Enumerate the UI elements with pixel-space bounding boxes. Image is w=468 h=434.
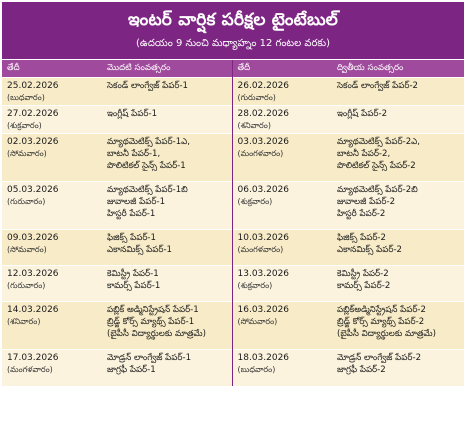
date-cell bbox=[2, 266, 102, 302]
paper-name: బ్రిడ్జ్ కోర్స్ మ్యాథ్స్ పేపర్-1 bbox=[107, 317, 195, 327]
paper-name: మోడ్రన్ లాంగ్వేజ్ పేపర్-2 bbox=[337, 353, 422, 363]
paper-name: కామర్స్ పేపర్-1 bbox=[107, 281, 161, 291]
papers-cell bbox=[102, 182, 232, 230]
date-cell bbox=[2, 78, 102, 106]
exam-date: 25.02.2026 bbox=[7, 81, 59, 91]
exam-date: 06.03.2026 bbox=[237, 185, 290, 195]
exam-date: 27.02.2026 bbox=[7, 109, 59, 119]
papers-cell bbox=[332, 302, 464, 350]
title-banner bbox=[2, 2, 464, 59]
header-date-left: తేదీ bbox=[2, 60, 102, 78]
exam-date: 12.03.2026 bbox=[7, 269, 59, 279]
header-date-right: తేదీ bbox=[232, 60, 332, 78]
paper-name: ఎకానమిక్స్ పేపర్-1 bbox=[107, 245, 173, 255]
date-cell bbox=[232, 230, 332, 266]
papers-cell bbox=[102, 230, 232, 266]
paper-name: జాగ్రఫీ పేపర్-1 bbox=[107, 365, 156, 375]
exam-weekday: (గురువారం) bbox=[7, 197, 46, 206]
exam-weekday: (బుధవారం) bbox=[7, 93, 45, 102]
paper-name: పబ్లిక్అడ్మినిస్ట్రేషన్ పేపర్-2 bbox=[337, 305, 427, 315]
paper-name: బ్రిడ్జ్ కోర్స్ మ్యాథ్స్ పేపర్-2 bbox=[337, 317, 425, 327]
exam-weekday: (సోమవారం) bbox=[7, 245, 47, 254]
papers-cell bbox=[102, 350, 232, 386]
exam-weekday: (మంగళవారం) bbox=[237, 245, 284, 254]
table-row bbox=[2, 106, 464, 134]
page-title: ఇంటర్ వార్షిక పరీక్షల టైంటేబుల్ bbox=[127, 10, 339, 30]
paper-name: ఫిజిక్స్ పేపర్-1 bbox=[107, 233, 156, 243]
paper-name: సెకండ్ లాంగ్వేజ్ పేపర్-1 bbox=[107, 81, 189, 91]
exam-weekday: (శుక్రవారం) bbox=[237, 281, 273, 290]
date-cell bbox=[232, 350, 332, 386]
paper-name: మ్యాథమెటిక్స్ పేపర్-2ఎ, bbox=[337, 137, 421, 147]
paper-name: మ్యాథమెటిక్స్ పేపర్-1ఎ, bbox=[107, 137, 191, 147]
date-cell bbox=[2, 350, 102, 386]
table-row bbox=[2, 182, 464, 230]
paper-name: బాటనీ పేపర్-2, bbox=[337, 149, 391, 159]
exam-timetable bbox=[2, 60, 464, 386]
date-cell bbox=[2, 182, 102, 230]
paper-name: హిస్టరీ పేపర్-1 bbox=[107, 209, 156, 219]
paper-name: మోడ్రన్ లాంగ్వేజ్ పేపర్-1 bbox=[107, 353, 192, 363]
papers-cell bbox=[332, 134, 464, 182]
exam-weekday: (సోమవారం) bbox=[7, 149, 47, 158]
paper-name: పొలిటికల్ సైన్స్ పేపర్-1 bbox=[107, 161, 186, 171]
paper-name: ఫిజిక్స్ పేపర్-2 bbox=[337, 233, 386, 243]
table-body bbox=[2, 78, 464, 386]
exam-date: 28.02.2026 bbox=[237, 109, 290, 119]
exam-weekday: (బుధవారం) bbox=[237, 365, 276, 374]
paper-name: జువాలజీ పేపర్-2 bbox=[337, 197, 396, 207]
exam-weekday: (శనివారం) bbox=[7, 317, 41, 326]
papers-cell bbox=[102, 106, 232, 134]
papers-cell bbox=[102, 134, 232, 182]
exam-weekday: (మంగళవారం) bbox=[237, 149, 284, 158]
exam-date: 14.03.2026 bbox=[7, 305, 59, 315]
exam-date: 03.03.2026 bbox=[237, 137, 290, 147]
paper-name: మ్యాథమెటిక్స్ పేపర్-1బి bbox=[107, 185, 188, 195]
table-row bbox=[2, 230, 464, 266]
papers-cell bbox=[102, 302, 232, 350]
date-cell bbox=[232, 266, 332, 302]
date-cell bbox=[2, 106, 102, 134]
paper-name: జాగ్రఫీ పేపర్-2 bbox=[337, 365, 386, 375]
paper-name: హిస్టరీ పేపర్-2 bbox=[337, 209, 386, 219]
exam-weekday: (సోమవారం) bbox=[237, 317, 278, 326]
header-first-year: మొదటి సంవత్సరం bbox=[102, 60, 232, 78]
paper-name: (బైపీసీ విద్యార్థులకు మాత్రమే) bbox=[107, 329, 206, 339]
paper-name: సెకండ్ లాంగ్వేజ్ పేపర్-2 bbox=[337, 81, 419, 91]
exam-date: 09.03.2026 bbox=[7, 233, 59, 243]
exam-date: 02.03.2026 bbox=[7, 137, 59, 147]
papers-cell bbox=[102, 266, 232, 302]
date-cell bbox=[232, 302, 332, 350]
exam-weekday: (శనివారం) bbox=[237, 121, 271, 130]
papers-cell bbox=[332, 350, 464, 386]
papers-cell bbox=[332, 230, 464, 266]
exam-weekday: (గురువారం) bbox=[7, 281, 46, 290]
papers-cell bbox=[332, 78, 464, 106]
table-row bbox=[2, 302, 464, 350]
table-row bbox=[2, 78, 464, 106]
exam-date: 17.03.2026 bbox=[7, 353, 59, 363]
date-cell bbox=[232, 78, 332, 106]
exam-date: 18.03.2026 bbox=[237, 353, 290, 363]
exam-weekday: (మంగళవారం) bbox=[7, 365, 53, 374]
date-cell bbox=[232, 134, 332, 182]
table-row bbox=[2, 350, 464, 386]
page-subtitle: (ఉదయం 9 నుంచి మధ్యాహ్నం 12 గంటల వరకు) bbox=[135, 38, 331, 49]
paper-name: పొలిటికల్ సైన్స్ పేపర్-2 bbox=[337, 161, 416, 171]
paper-name: (బైపీసీ విద్యార్థులకు మాత్రమే) bbox=[337, 329, 436, 339]
paper-name: జువాలజీ పేపర్-1 bbox=[107, 197, 166, 207]
paper-name: కెమిస్ట్రీ పేపర్-2 bbox=[337, 269, 389, 279]
exam-weekday: (గురువారం) bbox=[237, 93, 276, 102]
date-cell bbox=[2, 230, 102, 266]
paper-name: పబ్లిక్ అడ్మినిస్ట్రేషన్ పేపర్-1 bbox=[107, 305, 199, 315]
exam-date: 26.02.2026 bbox=[237, 81, 290, 91]
papers-cell bbox=[332, 106, 464, 134]
date-cell bbox=[2, 302, 102, 350]
exam-weekday: (శుక్రవారం) bbox=[7, 121, 42, 130]
paper-name: ఇంగ్లీష్ పేపర్-2 bbox=[337, 109, 388, 119]
papers-cell bbox=[102, 78, 232, 106]
paper-name: కెమిస్ట్రీ పేపర్-1 bbox=[107, 269, 159, 279]
exam-date: 10.03.2026 bbox=[237, 233, 290, 243]
exam-date: 13.03.2026 bbox=[237, 269, 290, 279]
header-second-year: ద్వితీయ సంవత్సరం bbox=[332, 60, 464, 78]
paper-name: బాటనీ పేపర్-1, bbox=[107, 149, 161, 159]
table-row bbox=[2, 266, 464, 302]
paper-name: ఎకానమిక్స్ పేపర్-2 bbox=[337, 245, 403, 255]
date-cell bbox=[2, 134, 102, 182]
paper-name: మ్యాథమెటిక్స్ పేపర్-2బి bbox=[337, 185, 418, 195]
paper-name: ఇంగ్లీష్ పేపర్-1 bbox=[107, 109, 158, 119]
paper-name: కామర్స్ పేపర్-2 bbox=[337, 281, 391, 291]
date-cell bbox=[232, 106, 332, 134]
table-header-row bbox=[2, 60, 464, 78]
date-cell bbox=[232, 182, 332, 230]
table-row bbox=[2, 134, 464, 182]
exam-date: 16.03.2026 bbox=[237, 305, 290, 315]
exam-date: 05.03.2026 bbox=[7, 185, 59, 195]
papers-cell bbox=[332, 182, 464, 230]
papers-cell bbox=[332, 266, 464, 302]
exam-weekday: (శుక్రవారం) bbox=[237, 197, 273, 206]
